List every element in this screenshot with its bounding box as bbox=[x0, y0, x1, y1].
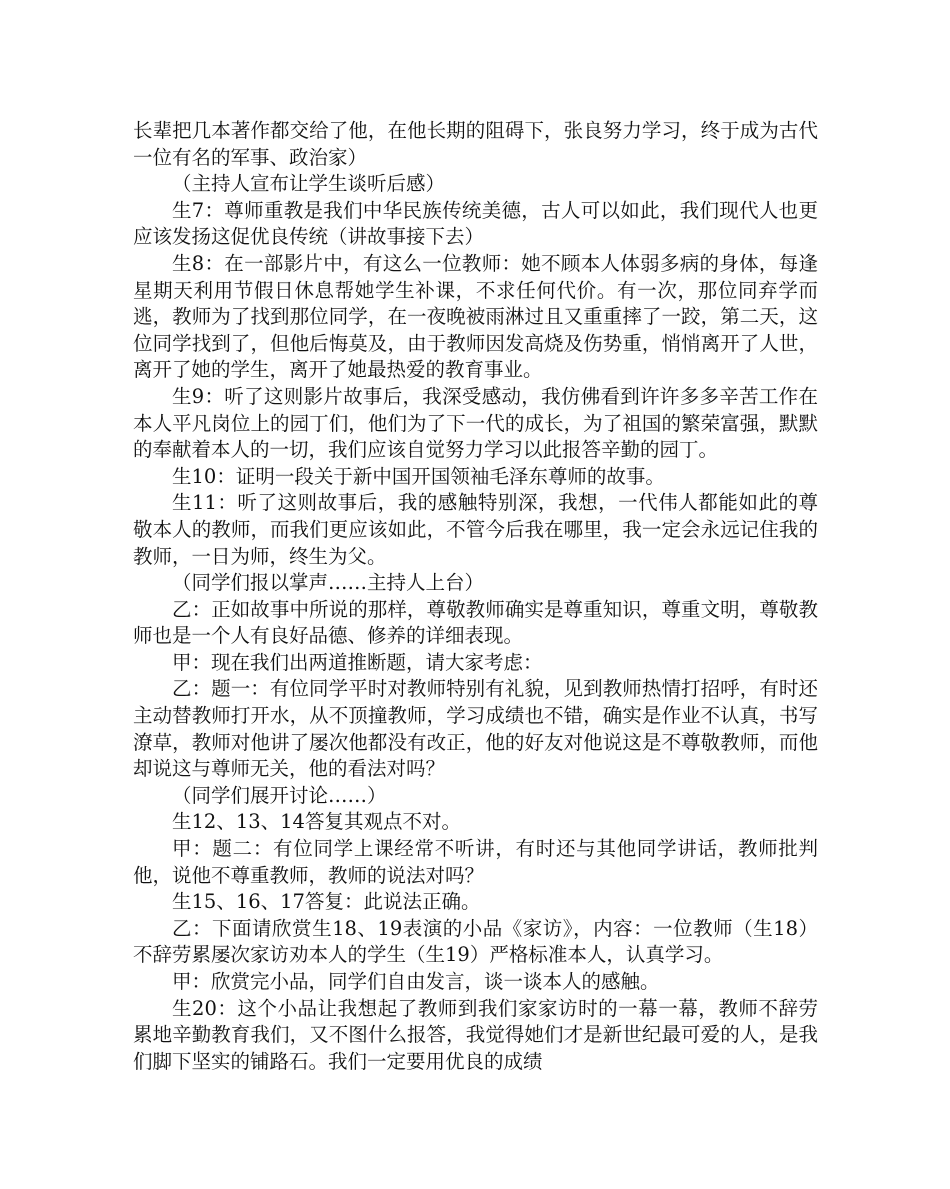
paragraph-8: （同学们报以掌声……主持人上台） bbox=[172, 571, 485, 595]
paragraph-3: 生7：尊师重教是我们中华民族传统美德，古人可以如此，我们现代人也更应该发扬这促优良传统（讲故事接下去） bbox=[133, 198, 818, 249]
paragraph-2: （主持人宣布让学生谈听后感） bbox=[172, 172, 446, 196]
paragraph-15: 生15、16、17答复：此说法正确。 bbox=[172, 890, 481, 914]
paragraph-1: 长辈把几本著作都交给了他，在他长期的阻碍下，张良努力学习，终于成为古代一位有名的军事、政治家） bbox=[133, 119, 818, 169]
document-page bbox=[133, 118, 818, 1075]
paragraph-7: 生11：听了这则故事后，我的感触特别深，我想，一代伟人都能如此的尊敬本人的教师，而我们更应该如此，不管今后我在哪里，我一定会永远记住我的教师，一日为师，终生为父。 bbox=[133, 491, 818, 568]
paragraph-13: 生12、13、14答复其观点不对。 bbox=[172, 810, 461, 834]
paragraph-12: （同学们展开讨论……） bbox=[172, 783, 387, 807]
paragraph-10: 甲：现在我们出两道推断题，请大家考虑： bbox=[172, 650, 543, 674]
paragraph-6: 生10：证明一段关于新中国开国领袖毛泽东尊师的故事。 bbox=[172, 464, 665, 488]
paragraph-5: 生9：听了这则影片故事后，我深受感动，我仿佛看到许许多多辛苦工作在本人平凡岗位上的园丁们，他们为了下一代的成长，为了祖国的繁荣富强，默默的奉献着本人的一切，我们应该自觉努力学习以此报答辛勤的园丁。 bbox=[133, 384, 818, 462]
paragraph-14: 甲：题二：有位同学上课经常不听讲，有时还与其他同学讲话，教师批判他，说他不尊重教师，教师的说法对吗？ bbox=[133, 837, 818, 887]
paragraph-17: 甲：欣赏完小品，同学们自由发言，谈一谈本人的感触。 bbox=[172, 970, 660, 993]
paragraph-9: 乙：正如故事中所说的那样，尊敬教师确实是尊重知识，尊重文明，尊敬教师也是一个人有良好品德、修养的详细表现。 bbox=[133, 597, 818, 648]
paragraph-11: 乙：题一：有位同学平时对教师特别有礼貌，见到教师热情打招呼，有时还主动替教师打开水，从不顶撞教师，学习成绩也不错，确实是作业不认真，书写潦草，教师对他讲了屡次他都没有改正，他的好友对他说这是不尊敬教师，而他却说这与尊师无关，他的看法对吗？ bbox=[133, 677, 818, 781]
paragraph-4: 生8：在一部影片中，有这么一位教师：她不顾本人体弱多病的身体，每逢星期天利用节假日休息帮她学生补课，不求任何代价。有一次，那位同弃学而逃，教师为了找到那位同学，在一夜晚被雨淋过且又重重摔了一跤，第二天，这位同学找到了，但他后悔莫及，由于教师因发高烧及伤势重，悄悄离开了人世，离开了她的学生，离开了她最热爱的教育事业。 bbox=[133, 251, 818, 382]
paragraph-18: 生20：这个小品让我想起了教师到我们家家访时的一幕一幕，教师不辞劳累地辛勤教育我们，又不图什么报答，我觉得她们才是新世纪最可爱的人，是我们脚下坚实的铺路石。我们一定要用优良的成绩 bbox=[133, 996, 818, 1073]
paragraph-16: 乙：下面请欣赏生18、19表演的小品《家访》，内容：一位教师（生18）不辞劳累屡次家访劝本人的学生（生19）严格标准本人，认真学习。 bbox=[133, 916, 818, 967]
